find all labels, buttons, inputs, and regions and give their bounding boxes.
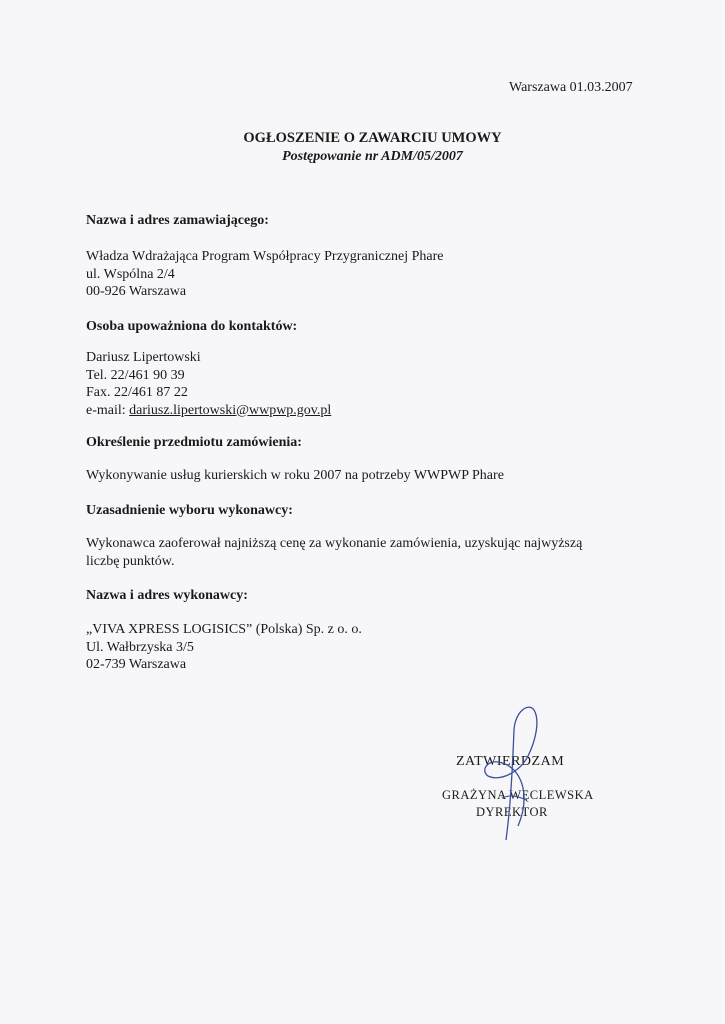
- address-line: 02-739 Warszawa: [86, 657, 187, 672]
- kontakt-heading: Osoba upoważniona do kontaktów:: [86, 319, 298, 334]
- address-line: ul. Wspólna 2/4: [86, 266, 175, 282]
- signatory-role: DYREKTOR: [476, 805, 548, 819]
- kontakt-details: [86, 349, 331, 419]
- handwritten-signature: [440, 700, 610, 860]
- approval-stamp: [440, 700, 610, 860]
- uzasadnienie-text: [86, 535, 582, 570]
- approval-label: ZATWIERDZAM: [456, 754, 565, 769]
- text-line: liczbę punktów.: [86, 553, 175, 569]
- document-title: OGŁOSZENIE O ZAWARCIU UMOWY: [243, 130, 502, 146]
- contact-name: Dariusz Lipertowski: [86, 350, 201, 365]
- address-line: 00-926 Warszawa: [86, 284, 187, 299]
- address-line: Władza Wdrażająca Program Współpracy Przygranicznej Phare: [86, 249, 444, 264]
- przedmiot-heading: Określenie przedmiotu zamówienia:: [86, 435, 302, 450]
- zamawiajacy-address: [86, 248, 443, 301]
- wykonawca-address: [86, 621, 362, 674]
- uzasadnienie-heading: Uzasadnienie wyboru wykonawcy:: [86, 503, 293, 518]
- email-prefix: e-mail:: [86, 402, 130, 418]
- wykonawca-heading: Nazwa i adres wykonawcy:: [86, 588, 248, 603]
- contact-fax: Fax. 22/461 87 22: [86, 385, 188, 400]
- email-link[interactable]: dariusz.lipertowski@wwpwp.gov.pl: [129, 402, 332, 418]
- przedmiot-text: Wykonywanie usług kurierskich w roku 2007 na potrzeby WWPWP Phare: [86, 468, 504, 483]
- document-subtitle: Postępowanie nr ADM/05/2007: [282, 149, 463, 164]
- address-line: „VIVA XPRESS LOGISICS” (Polska) Sp. z o. o.: [86, 622, 362, 637]
- document-date: Warszawa 01.03.2007: [509, 80, 633, 95]
- contact-email-line: [86, 402, 331, 420]
- address-line: Ul. Wałbrzyska 3/5: [86, 639, 194, 655]
- zamawiajacy-heading: Nazwa i adres zamawiającego:: [86, 213, 269, 228]
- contact-phone: Tel. 22/461 90 39: [86, 367, 185, 383]
- signatory-name: GRAŻYNA WĘCLEWSKA: [442, 788, 594, 802]
- text-line: Wykonawca zaoferował najniższą cenę za wykonanie zamówienia, uzyskując najwyższą: [86, 536, 583, 551]
